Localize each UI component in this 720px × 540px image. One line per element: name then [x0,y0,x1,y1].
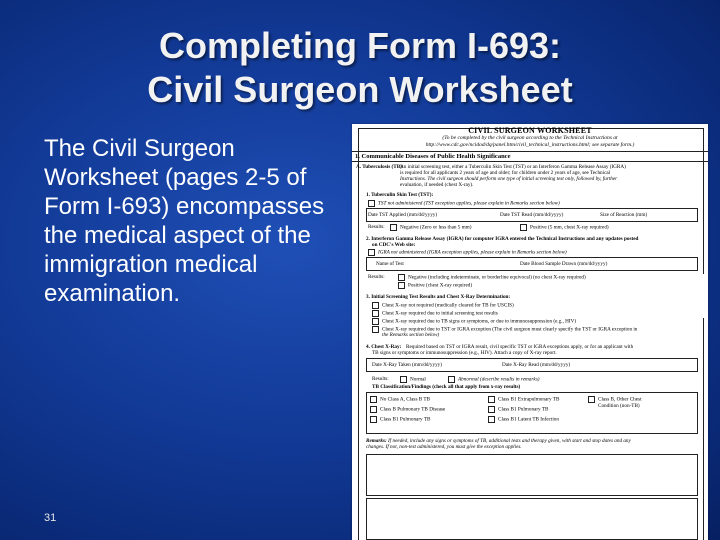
xray-abnormal: Abnormal (describe results in remarks) [448,376,539,383]
checkbox [390,224,397,231]
item-2-option: IGRA not administered (IGRA exception applies, please explain in Remarks section below) [368,249,567,256]
slide-page-number: 31 [44,512,57,524]
checkbox [368,200,375,207]
checkbox [520,224,527,231]
tb-text-2: is required for all applicants 2 years of age and older; for children under 2 years of age, see Technical [400,170,611,176]
checkbox [370,396,377,403]
checkbox [398,274,405,281]
class-b-other-option: Class B, Other Chest [588,396,642,403]
name-of-test-label: Name of Test [376,261,404,267]
chest-option-2: Chest X-ray required due to initial screening test results [372,310,498,317]
remarks-text-2: changes. If not, non-test administered, you must give the exception applies. [366,444,522,450]
date-blood-label: Date Blood Sample Drawn (mm/dd/yyyy) [520,261,608,267]
tst-negative: Negative (Zero or less than 5 mm) [390,224,471,231]
igra-negative: Negative (including indeterminate, or borderline equivocal) (no chest X-ray required) [398,274,586,281]
checkbox [488,396,495,403]
size-reaction-label: Size of Reaction (mm) [600,212,648,218]
worksheet-header [352,126,708,149]
class-b1-option: Class B1 Extrapulmonary TB [488,396,559,403]
remarks-box [366,454,698,496]
date-applied-label: Date TST Applied (mm/dd/yyyy) [368,212,438,218]
igra-positive: Positive (chest X-ray required) [398,282,472,289]
item-2-igra-cont: on CDC's Web site: [372,242,416,248]
xray-normal: Normal [400,376,426,383]
worksheet-image [352,124,708,540]
class-b2b-option: Class B1 Pulmonary TB [488,406,549,413]
tb-classification-heading: TB Classification/Findings (check all that apply from x-ray results) [372,384,521,390]
checkbox [370,416,377,423]
chest-option-4-cont: the Remarks section below) [382,332,440,338]
worksheet-instructions-2: http://www.cdc.gov/ncidod/dq/panel.htm/civil_technical_instructions.html; see separate form.) [425,142,635,148]
item-4-heading: 4. Chest X-Ray: [366,344,402,350]
worksheet-title: CIVIL SURGEON WORKSHEET [468,126,592,135]
class-b3-option: Class B1 Pulmonary TB [370,416,431,423]
checkbox [400,376,407,383]
remarks-text: Remarks: If needed, include any signs or symptoms of TB, additional tests and therapy given, with start and stop dates and any [366,438,631,444]
checkbox [372,326,379,333]
section-1-heading: 1. Communicable Diseases of Public Health Significance [355,153,511,160]
checkbox [588,396,595,403]
xray-taken-label: Date X-Ray Taken (mm/dd/yyyy) [372,362,442,368]
igra-results-label: Results: [368,274,385,280]
checkbox [368,249,375,256]
checkbox [488,416,495,423]
divider [352,151,708,152]
checkbox [372,302,379,309]
checkbox [370,406,377,413]
checkbox [372,310,379,317]
image-gap [638,274,708,318]
tb-label: A. Tuberculosis (TB): [356,164,404,170]
chest-option-3: Chest X-ray required due to TB signs or symptoms, or due to immunosuppression (e.g., HIV) [372,318,576,325]
item-4-text: Required based on TST or IGRA result, civil specific TST or IGRA exceptions apply, or for an applicant with [406,344,634,350]
slide-title-line-1: Completing Form I-693: [158,25,562,66]
divider [352,161,708,162]
worksheet-instructions-1: (To be completed by the civil surgeon according to the Technical Instructions at [442,135,618,141]
remarks-box-2 [366,498,698,540]
item-1-option: TST not administered (TST exception applies, please explain in Remarks section below) [368,200,560,207]
chest-option-4: Chest X-ray required due to TST or IGRA exception (The civil surgeon must clearly specify the TST or IGRA exception in [372,326,637,333]
date-read-label: Date TST Read (mm/dd/yyyy) [500,212,564,218]
checkbox [372,318,379,325]
xray-results-label: Results: [372,376,389,382]
xray-read-label: Date X-Ray Read (mm/dd/yyyy) [502,362,571,368]
item-4-text-2: TB signs or symptoms or immunosuppression (e.g., HIV). Attach a copy of X-ray report. [372,350,557,356]
item-3-heading: 3. Initial Screening Test Results and Chest X-Ray Determination: [366,294,511,300]
item-2-igra: 2. Interferon Gamma Release Assay (IGRA) for computer IGRA entered the Technical Instructions and any updates posted [366,236,639,242]
tb-text-3: Instructions. The civil surgeon should perform one type of initial screening test only, followed by, further [400,176,618,182]
chest-option-1: Chest X-ray not required (medically cleared for TB for USCIS) [372,302,514,309]
checkbox [448,376,455,383]
tb-text-1: An initial screening test, either a Tuberculin Skin Test (TST) or an Interferon Gamma Release Assay (IGRA) [400,164,626,170]
class-b-other-cont: Condition (non-TB) [598,403,640,409]
slide-body-text: The Civil Surgeon Worksheet (pages 2-5 of Form I-693) encompasses the medical aspect of the immigration medical examination. [44,135,325,307]
checkbox [488,406,495,413]
item-1-tst: 1. Tuberculin Skin Test (TST): [366,192,434,198]
tst-positive: Positive (5 mm, chest X-ray required) [520,224,609,231]
class-b3b-option: Class B1 Latent TB Infection [488,416,559,423]
tst-results-label: Results: [368,224,385,230]
slide-title [0,24,720,112]
class-b2-option: Class B Pulmonary TB Disease [370,406,445,413]
class-a-option: No Class A, Class B TB [370,396,430,403]
checkbox [398,282,405,289]
slide-title-line-2: Civil Surgeon Worksheet [147,69,573,110]
tb-text-4: evaluation, if needed (chest X-ray). [400,182,474,188]
